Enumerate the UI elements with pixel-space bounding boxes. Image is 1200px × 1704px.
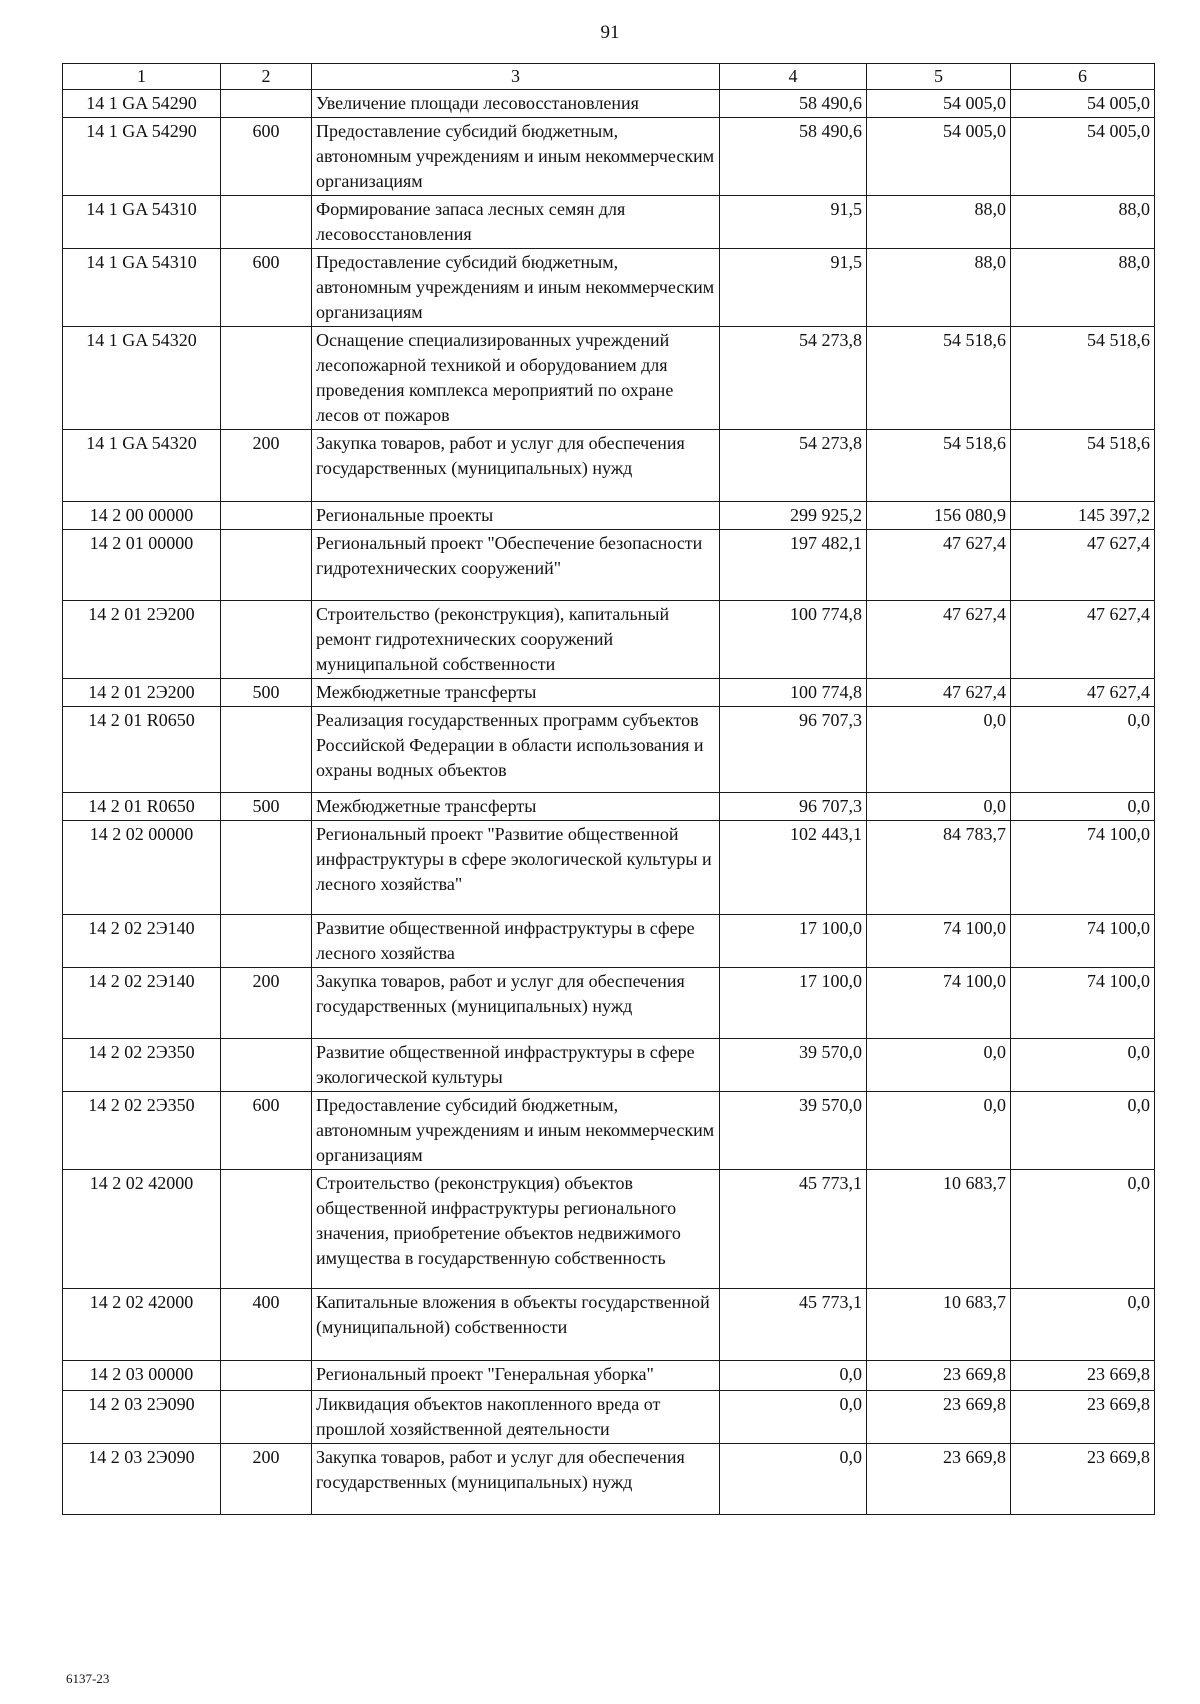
cell-value-col6: 74 100,0 bbox=[1011, 821, 1155, 915]
cell-value-col4: 197 482,1 bbox=[720, 530, 867, 601]
table-row bbox=[63, 90, 1155, 118]
header-col-6: 6 bbox=[1011, 64, 1155, 90]
cell-value-col4: 45 773,1 bbox=[720, 1289, 867, 1361]
cell-value-col4: 58 490,6 bbox=[720, 118, 867, 196]
table-row bbox=[63, 118, 1155, 196]
cell-expense-kind bbox=[221, 821, 312, 915]
cell-value-col4: 91,5 bbox=[720, 249, 867, 327]
cell-name: Строительство (реконструкция) объектов общественной инфраструктуры регионального значения, приобретение объектов недвижимого имущества в государственную собственность bbox=[312, 1170, 720, 1289]
cell-code: 14 2 01 R0650 bbox=[63, 793, 221, 821]
cell-value-col5: 47 627,4 bbox=[867, 679, 1011, 707]
cell-code: 14 2 02 00000 bbox=[63, 821, 221, 915]
cell-value-col4: 39 570,0 bbox=[720, 1039, 867, 1092]
cell-value-col5: 47 627,4 bbox=[867, 601, 1011, 679]
cell-expense-kind bbox=[221, 601, 312, 679]
cell-value-col5: 10 683,7 bbox=[867, 1289, 1011, 1361]
cell-expense-kind: 500 bbox=[221, 679, 312, 707]
cell-value-col6: 88,0 bbox=[1011, 196, 1155, 249]
cell-code: 14 2 03 2Э090 bbox=[63, 1391, 221, 1444]
cell-code: 14 2 03 2Э090 bbox=[63, 1444, 221, 1515]
cell-expense-kind bbox=[221, 327, 312, 430]
cell-code: 14 1 GA 54320 bbox=[63, 430, 221, 502]
cell-expense-kind bbox=[221, 1039, 312, 1092]
cell-code: 14 2 01 2Э200 bbox=[63, 601, 221, 679]
cell-value-col5: 54 518,6 bbox=[867, 430, 1011, 502]
header-col-1: 1 bbox=[63, 64, 221, 90]
table-row bbox=[63, 793, 1155, 821]
cell-value-col6: 145 397,2 bbox=[1011, 502, 1155, 530]
cell-value-col5: 23 669,8 bbox=[867, 1444, 1011, 1515]
table-row bbox=[63, 968, 1155, 1039]
cell-value-col5: 74 100,0 bbox=[867, 915, 1011, 968]
cell-code: 14 2 01 R0650 bbox=[63, 707, 221, 793]
budget-table bbox=[62, 63, 1155, 1515]
cell-value-col5: 54 005,0 bbox=[867, 118, 1011, 196]
cell-value-col6: 47 627,4 bbox=[1011, 530, 1155, 601]
cell-expense-kind: 600 bbox=[221, 1092, 312, 1170]
cell-value-col5: 47 627,4 bbox=[867, 530, 1011, 601]
header-col-2: 2 bbox=[221, 64, 312, 90]
header-col-5: 5 bbox=[867, 64, 1011, 90]
cell-value-col5: 54 005,0 bbox=[867, 90, 1011, 118]
table-row bbox=[63, 601, 1155, 679]
cell-expense-kind: 200 bbox=[221, 968, 312, 1039]
cell-value-col5: 0,0 bbox=[867, 707, 1011, 793]
cell-value-col4: 100 774,8 bbox=[720, 601, 867, 679]
cell-expense-kind bbox=[221, 196, 312, 249]
cell-value-col5: 84 783,7 bbox=[867, 821, 1011, 915]
table-row bbox=[63, 502, 1155, 530]
cell-name: Развитие общественной инфраструктуры в сфере лесного хозяйства bbox=[312, 915, 720, 968]
page-number: 91 bbox=[600, 22, 620, 43]
table-row bbox=[63, 1170, 1155, 1289]
cell-value-col4: 17 100,0 bbox=[720, 915, 867, 968]
cell-expense-kind: 600 bbox=[221, 249, 312, 327]
cell-value-col5: 88,0 bbox=[867, 249, 1011, 327]
cell-name: Строительство (реконструкция), капитальный ремонт гидротехнических сооружений муниципальной собственности bbox=[312, 601, 720, 679]
cell-value-col6: 54 005,0 bbox=[1011, 90, 1155, 118]
cell-value-col4: 39 570,0 bbox=[720, 1092, 867, 1170]
table-row bbox=[63, 679, 1155, 707]
cell-expense-kind bbox=[221, 1361, 312, 1391]
cell-value-col6: 0,0 bbox=[1011, 1039, 1155, 1092]
cell-name: Развитие общественной инфраструктуры в сфере экологической культуры bbox=[312, 1039, 720, 1092]
cell-code: 14 2 02 2Э350 bbox=[63, 1092, 221, 1170]
cell-code: 14 2 03 00000 bbox=[63, 1361, 221, 1391]
cell-expense-kind bbox=[221, 1391, 312, 1444]
table-row bbox=[63, 1361, 1155, 1391]
cell-code: 14 1 GA 54290 bbox=[63, 90, 221, 118]
cell-name: Увеличение площади лесовосстановления bbox=[312, 90, 720, 118]
cell-expense-kind: 200 bbox=[221, 1444, 312, 1515]
table-row bbox=[63, 530, 1155, 601]
cell-name: Межбюджетные трансферты bbox=[312, 679, 720, 707]
cell-value-col6: 54 518,6 bbox=[1011, 430, 1155, 502]
cell-name: Региональный проект "Генеральная уборка" bbox=[312, 1361, 720, 1391]
cell-value-col4: 54 273,8 bbox=[720, 327, 867, 430]
cell-value-col6: 23 669,8 bbox=[1011, 1444, 1155, 1515]
cell-value-col4: 96 707,3 bbox=[720, 793, 867, 821]
cell-expense-kind: 400 bbox=[221, 1289, 312, 1361]
cell-value-col5: 74 100,0 bbox=[867, 968, 1011, 1039]
cell-name: Закупка товаров, работ и услуг для обеспечения государственных (муниципальных) нужд bbox=[312, 1444, 720, 1515]
cell-name: Региональный проект "Развитие общественной инфраструктуры в сфере экологической культуры и лесного хозяйства" bbox=[312, 821, 720, 915]
table-row bbox=[63, 707, 1155, 793]
header-col-4: 4 bbox=[720, 64, 867, 90]
cell-value-col6: 0,0 bbox=[1011, 707, 1155, 793]
cell-value-col6: 47 627,4 bbox=[1011, 601, 1155, 679]
cell-name: Региональный проект "Обеспечение безопасности гидротехнических сооружений" bbox=[312, 530, 720, 601]
cell-name: Региональные проекты bbox=[312, 502, 720, 530]
cell-value-col5: 10 683,7 bbox=[867, 1170, 1011, 1289]
cell-code: 14 1 GA 54310 bbox=[63, 249, 221, 327]
cell-code: 14 2 02 2Э140 bbox=[63, 968, 221, 1039]
cell-name: Закупка товаров, работ и услуг для обеспечения государственных (муниципальных) нужд bbox=[312, 430, 720, 502]
cell-value-col6: 0,0 bbox=[1011, 1170, 1155, 1289]
cell-expense-kind bbox=[221, 502, 312, 530]
cell-value-col4: 299 925,2 bbox=[720, 502, 867, 530]
table-row bbox=[63, 430, 1155, 502]
cell-code: 14 2 02 2Э140 bbox=[63, 915, 221, 968]
cell-value-col5: 23 669,8 bbox=[867, 1361, 1011, 1391]
cell-value-col6: 47 627,4 bbox=[1011, 679, 1155, 707]
cell-name: Межбюджетные трансферты bbox=[312, 793, 720, 821]
cell-code: 14 2 02 42000 bbox=[63, 1170, 221, 1289]
cell-name: Предоставление субсидий бюджетным, автономным учреждениям и иным некоммерческим организациям bbox=[312, 1092, 720, 1170]
cell-value-col5: 0,0 bbox=[867, 1039, 1011, 1092]
cell-value-col4: 100 774,8 bbox=[720, 679, 867, 707]
cell-value-col5: 88,0 bbox=[867, 196, 1011, 249]
cell-expense-kind: 500 bbox=[221, 793, 312, 821]
table-row bbox=[63, 327, 1155, 430]
table-row bbox=[63, 1444, 1155, 1515]
cell-value-col5: 156 080,9 bbox=[867, 502, 1011, 530]
cell-name: Предоставление субсидий бюджетным, автономным учреждениям и иным некоммерческим организациям bbox=[312, 118, 720, 196]
cell-value-col5: 0,0 bbox=[867, 793, 1011, 821]
cell-value-col6: 0,0 bbox=[1011, 793, 1155, 821]
cell-value-col6: 0,0 bbox=[1011, 1289, 1155, 1361]
footer-code: 6137-23 bbox=[66, 1671, 110, 1686]
cell-code: 14 2 02 42000 bbox=[63, 1289, 221, 1361]
cell-expense-kind: 200 bbox=[221, 430, 312, 502]
table-row bbox=[63, 1391, 1155, 1444]
cell-expense-kind: 600 bbox=[221, 118, 312, 196]
cell-code: 14 1 GA 54290 bbox=[63, 118, 221, 196]
cell-expense-kind bbox=[221, 1170, 312, 1289]
table-body bbox=[63, 90, 1155, 1515]
cell-value-col6: 88,0 bbox=[1011, 249, 1155, 327]
cell-value-col4: 0,0 bbox=[720, 1391, 867, 1444]
cell-value-col6: 54 005,0 bbox=[1011, 118, 1155, 196]
cell-value-col4: 102 443,1 bbox=[720, 821, 867, 915]
cell-code: 14 1 GA 54320 bbox=[63, 327, 221, 430]
cell-value-col6: 74 100,0 bbox=[1011, 968, 1155, 1039]
cell-code: 14 1 GA 54310 bbox=[63, 196, 221, 249]
cell-value-col4: 58 490,6 bbox=[720, 90, 867, 118]
cell-value-col6: 74 100,0 bbox=[1011, 915, 1155, 968]
table-row bbox=[63, 1092, 1155, 1170]
cell-name: Оснащение специализированных учреждений лесопожарной техникой и оборудованием для проведения комплекса мероприятий по охране лесов от пожаров bbox=[312, 327, 720, 430]
cell-name: Ликвидация объектов накопленного вреда от прошлой хозяйственной деятельности bbox=[312, 1391, 720, 1444]
table-row bbox=[63, 1289, 1155, 1361]
cell-value-col4: 45 773,1 bbox=[720, 1170, 867, 1289]
cell-value-col6: 54 518,6 bbox=[1011, 327, 1155, 430]
cell-value-col6: 0,0 bbox=[1011, 1092, 1155, 1170]
cell-code: 14 2 02 2Э350 bbox=[63, 1039, 221, 1092]
table-row bbox=[63, 821, 1155, 915]
cell-value-col6: 23 669,8 bbox=[1011, 1391, 1155, 1444]
cell-value-col4: 54 273,8 bbox=[720, 430, 867, 502]
cell-value-col5: 23 669,8 bbox=[867, 1391, 1011, 1444]
cell-value-col4: 96 707,3 bbox=[720, 707, 867, 793]
cell-name: Реализация государственных программ субъектов Российской Федерации в области использования и охраны водных объектов bbox=[312, 707, 720, 793]
cell-code: 14 2 00 00000 bbox=[63, 502, 221, 530]
cell-name: Закупка товаров, работ и услуг для обеспечения государственных (муниципальных) нужд bbox=[312, 968, 720, 1039]
cell-name: Капитальные вложения в объекты государственной (муниципальной) собственности bbox=[312, 1289, 720, 1361]
cell-value-col4: 0,0 bbox=[720, 1361, 867, 1391]
table-row bbox=[63, 1039, 1155, 1092]
cell-code: 14 2 01 2Э200 bbox=[63, 679, 221, 707]
cell-name: Формирование запаса лесных семян для лесовосстановления bbox=[312, 196, 720, 249]
cell-value-col4: 0,0 bbox=[720, 1444, 867, 1515]
cell-value-col4: 17 100,0 bbox=[720, 968, 867, 1039]
cell-expense-kind bbox=[221, 530, 312, 601]
cell-name: Предоставление субсидий бюджетным, автономным учреждениям и иным некоммерческим организациям bbox=[312, 249, 720, 327]
table-row bbox=[63, 249, 1155, 327]
cell-expense-kind bbox=[221, 707, 312, 793]
cell-value-col4: 91,5 bbox=[720, 196, 867, 249]
header-row bbox=[63, 64, 1155, 90]
cell-code: 14 2 01 00000 bbox=[63, 530, 221, 601]
table-row bbox=[63, 196, 1155, 249]
header-col-3: 3 bbox=[312, 64, 720, 90]
cell-expense-kind bbox=[221, 915, 312, 968]
table-row bbox=[63, 915, 1155, 968]
cell-value-col5: 0,0 bbox=[867, 1092, 1011, 1170]
cell-expense-kind bbox=[221, 90, 312, 118]
cell-value-col5: 54 518,6 bbox=[867, 327, 1011, 430]
cell-value-col6: 23 669,8 bbox=[1011, 1361, 1155, 1391]
